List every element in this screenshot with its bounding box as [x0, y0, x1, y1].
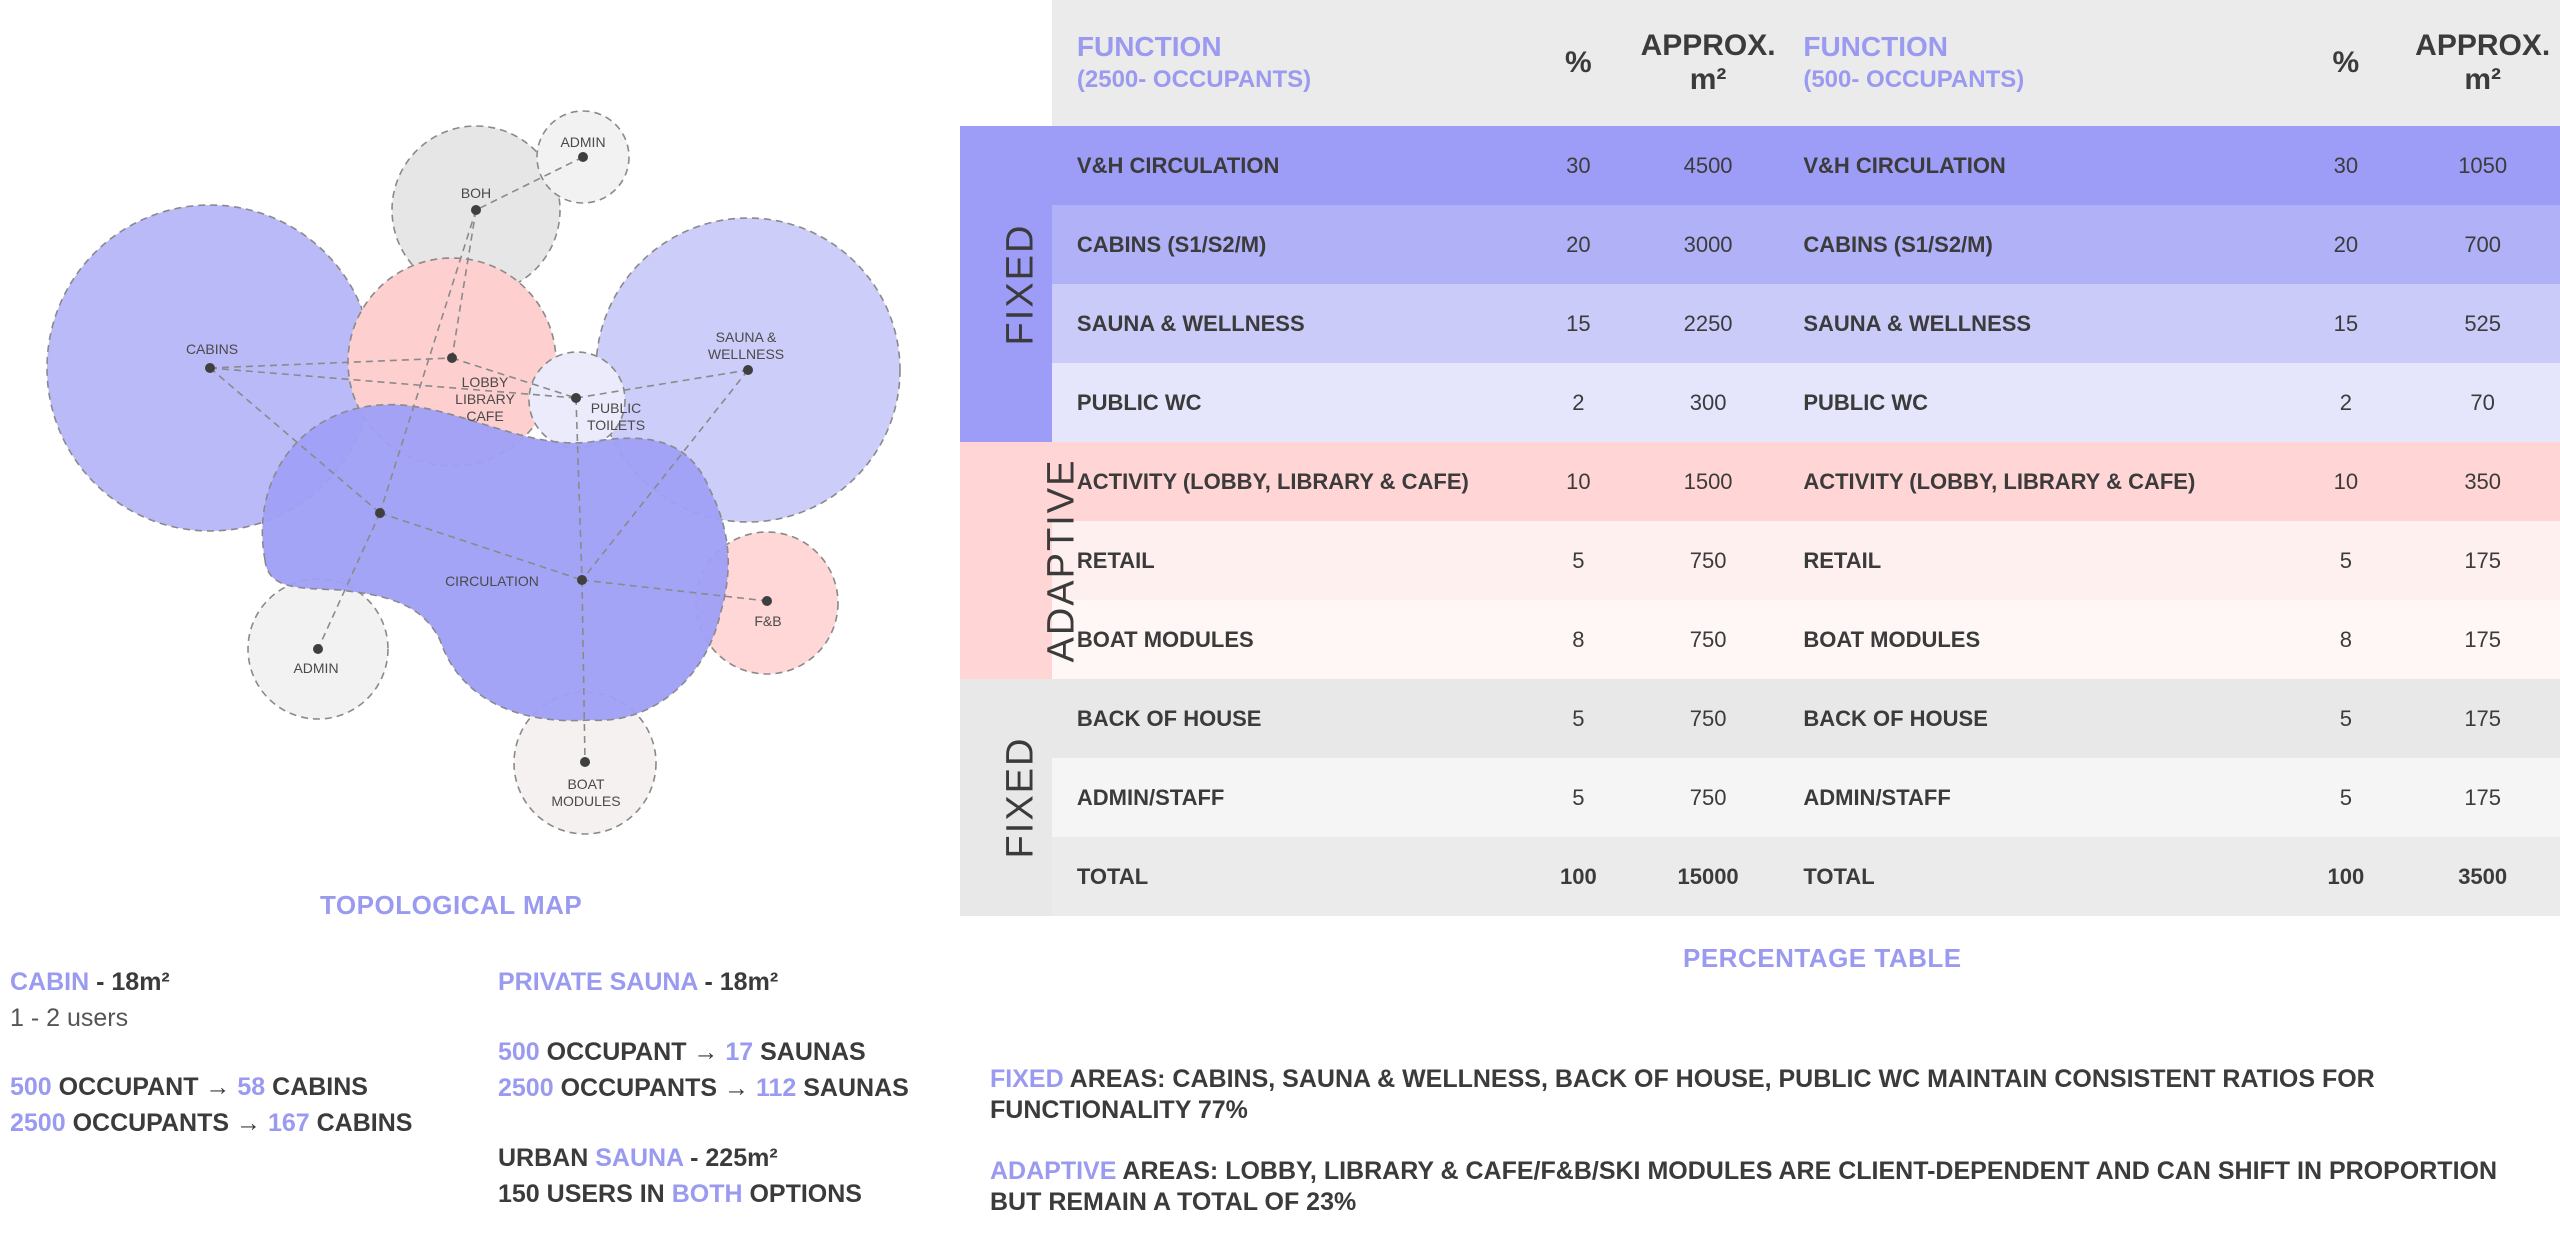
row-area-2500: 750 [1638, 679, 1779, 758]
header-function-2500: FUNCTION (2500- OCCUPANTS) [1052, 0, 1519, 126]
row-area-500: 700 [2405, 205, 2560, 284]
row-name-500: CABINS (S1/S2/M) [1778, 205, 2286, 284]
row-pct-500: 5 [2286, 679, 2405, 758]
row-name-500: RETAIL [1778, 521, 2286, 600]
node-label-cafe: CAFE [466, 408, 504, 424]
row-area-500: 175 [2405, 521, 2560, 600]
header-percent-2500: % [1519, 0, 1638, 126]
row-pct-2500: 10 [1519, 442, 1638, 521]
row-pct-500: 5 [2286, 758, 2405, 837]
table-row [960, 600, 2560, 679]
row-area-500: 350 [2405, 442, 2560, 521]
row-area-2500: 1500 [1638, 442, 1779, 521]
percentage-table-caption: PERCENTAGE TABLE [1683, 943, 1962, 973]
row-area-500: 1050 [2405, 126, 2560, 205]
total-label: TOTAL [1052, 837, 1519, 916]
row-pct-2500: 30 [1519, 126, 1638, 205]
node-label-cabins: CABINS [185, 341, 239, 357]
row-pct-500: 20 [2286, 205, 2405, 284]
row-area-2500: 750 [1638, 758, 1779, 837]
node-label-toilets: TOILETS [586, 417, 646, 433]
row-area-2500: 2250 [1638, 284, 1779, 363]
table-row [960, 442, 2560, 521]
row-area-500: 525 [2405, 284, 2560, 363]
table-header-row [960, 0, 2560, 126]
node-label-sauna: SAUNA & [715, 329, 777, 345]
total-label-500: TOTAL [1778, 837, 2286, 916]
row-name: PUBLIC WC [1052, 363, 1519, 442]
topological-map [0, 90, 940, 850]
row-name: RETAIL [1052, 521, 1519, 600]
row-pct-500: 10 [2286, 442, 2405, 521]
node-label-public: PUBLIC [590, 400, 642, 416]
row-area-2500: 4500 [1638, 126, 1779, 205]
total-area-500: 3500 [2405, 837, 2560, 916]
row-area-500: 175 [2405, 758, 2560, 837]
node-label-admin-top: ADMIN [560, 134, 606, 150]
table-row [960, 205, 2560, 284]
table-row [960, 679, 2560, 758]
row-pct-500: 15 [2286, 284, 2405, 363]
node-label-boh: BOH [460, 185, 492, 201]
sauna-note: PRIVATE SAUNA - 18m² 500 OCCUPANT → 17 SAUNAS 2500 OCCUPANTS → 112 SAUNAS URBAN SAUNA - 225m² 150 USERS IN BOTH OPTIONS [498, 968, 909, 1208]
group-fixed-bottom: FIXED [960, 679, 1052, 916]
node-label-library: LIBRARY [455, 391, 515, 407]
node-label-circulation: CIRCULATION [445, 573, 539, 589]
percentage-table [960, 0, 2560, 916]
adaptive-areas-paragraph: ADAPTIVE AREAS: LOBBY, LIBRARY & CAFE/F&B/SKI MODULES ARE CLIENT-DEPENDENT AND CAN SHIFT IN PROPORTION BUT REMAIN A TOTAL OF 23% [990, 1157, 2498, 1216]
row-name: BACK OF HOUSE [1052, 679, 1519, 758]
row-pct-500: 30 [2286, 126, 2405, 205]
row-area-500: 70 [2405, 363, 2560, 442]
row-pct-2500: 5 [1519, 521, 1638, 600]
row-name: SAUNA & WELLNESS [1052, 284, 1519, 363]
row-area-2500: 3000 [1638, 205, 1779, 284]
row-name: ADMIN/STAFF [1052, 758, 1519, 837]
row-name: V&H CIRCULATION [1052, 126, 1519, 205]
row-pct-500: 5 [2286, 521, 2405, 600]
node-label-admin-bottom: ADMIN [293, 660, 339, 676]
row-pct-2500: 5 [1519, 679, 1638, 758]
row-name: ACTIVITY (LOBBY, LIBRARY & CAFE) [1052, 442, 1519, 521]
row-area-2500: 300 [1638, 363, 1779, 442]
cabin-note: CABIN - 18m² 1 - 2 users 500 OCCUPANT → 58 CABINS 2500 OCCUPANTS → 167 CABINS [10, 968, 413, 1137]
row-pct-2500: 20 [1519, 205, 1638, 284]
group-adaptive: ADAPTIVE [960, 442, 1052, 679]
row-name-500: V&H CIRCULATION [1778, 126, 2286, 205]
node-label-boat: BOAT [567, 776, 605, 792]
row-pct-2500: 2 [1519, 363, 1638, 442]
row-name-500: PUBLIC WC [1778, 363, 2286, 442]
row-name-500: BACK OF HOUSE [1778, 679, 2286, 758]
table-row [960, 363, 2560, 442]
table-row [960, 126, 2560, 205]
row-name: BOAT MODULES [1052, 600, 1519, 679]
row-name-500: ADMIN/STAFF [1778, 758, 2286, 837]
table-row [960, 758, 2560, 837]
total-pct-500: 100 [2286, 837, 2405, 916]
table-total-row [960, 837, 2560, 916]
row-name-500: BOAT MODULES [1778, 600, 2286, 679]
row-name-500: SAUNA & WELLNESS [1778, 284, 2286, 363]
total-area-2500: 15000 [1638, 837, 1779, 916]
header-percent-500: % [2286, 0, 2405, 126]
row-area-500: 175 [2405, 600, 2560, 679]
row-pct-500: 8 [2286, 600, 2405, 679]
node-label-wellness: WELLNESS [707, 346, 785, 362]
node-label-modules: MODULES [551, 793, 621, 809]
node-label-lobby: LOBBY [461, 374, 509, 390]
row-pct-2500: 15 [1519, 284, 1638, 363]
node-label-fb: F&B [754, 613, 782, 629]
fixed-areas-paragraph: FIXED AREAS: CABINS, SAUNA & WELLNESS, BACK OF HOUSE, PUBLIC WC MAINTAIN CONSISTENT RATIOS FOR FUNCTIONALITY 77% [990, 1065, 2375, 1124]
row-name-500: ACTIVITY (LOBBY, LIBRARY & CAFE) [1778, 442, 2286, 521]
group-fixed-top: FIXED [960, 126, 1052, 442]
row-name: CABINS (S1/S2/M) [1052, 205, 1519, 284]
header-area-500: APPROX. m² [2405, 0, 2560, 126]
row-area-500: 175 [2405, 679, 2560, 758]
row-pct-2500: 8 [1519, 600, 1638, 679]
row-area-2500: 750 [1638, 521, 1779, 600]
table-row [960, 284, 2560, 363]
header-function-500: FUNCTION (500- OCCUPANTS) [1778, 0, 2286, 126]
row-area-2500: 750 [1638, 600, 1779, 679]
header-area-2500: APPROX. m² [1638, 0, 1779, 126]
table-row [960, 521, 2560, 600]
topological-map-caption: TOPOLOGICAL MAP [320, 890, 583, 920]
row-pct-2500: 5 [1519, 758, 1638, 837]
row-pct-500: 2 [2286, 363, 2405, 442]
total-pct-2500: 100 [1519, 837, 1638, 916]
